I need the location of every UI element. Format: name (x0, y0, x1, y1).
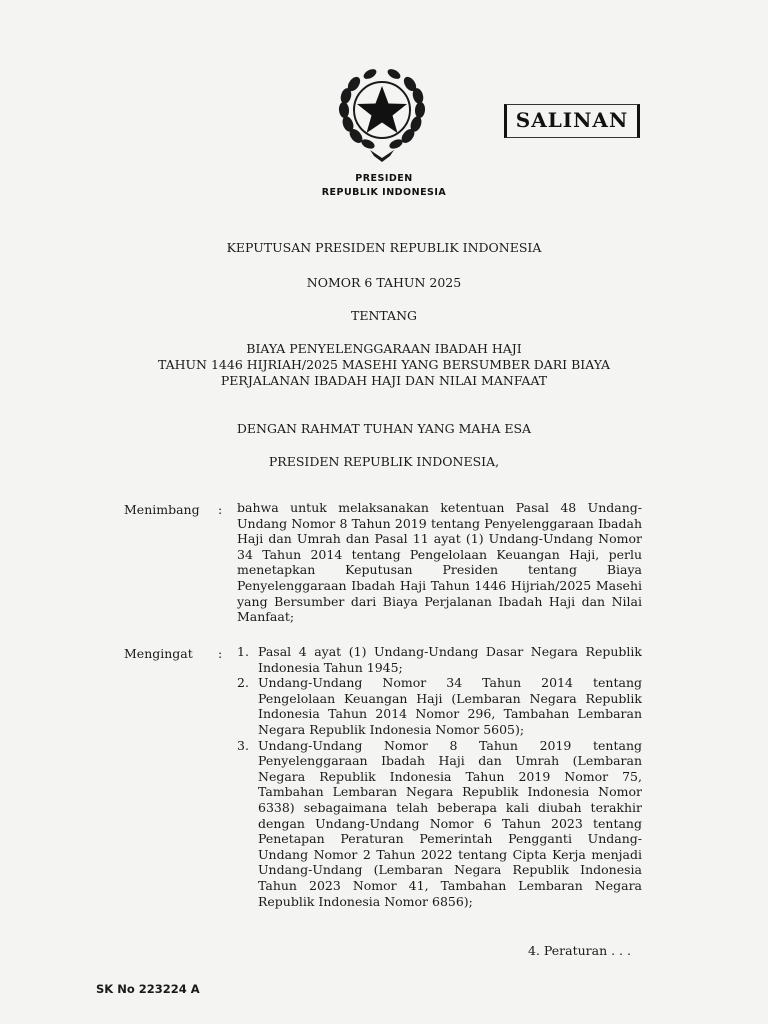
menimbang-paragraph: bahwa untuk melaksanakan ketentuan Pasal 48 Undang-Undang Nomor 8 Tahun 2019 tentang Penyelenggaraan Ibadah Haji dan Umrah dan Pasal 11 ayat (1) Undang-Undang Nomor 34 Tahun 2014 tentang Pengelolaan Keuangan Haji, perlu menetapkan Keputusan Presiden tentang Biaya Penyelenggaraan Ibadah Haji Tahun 1446 Hijriah/2025 Masehi yang Bersumber dari Biaya Perjalanan Ibadah Haji dan Nilai Manfaat; (237, 500, 642, 625)
letterhead (284, 172, 484, 200)
list-item (237, 675, 642, 737)
decree-subject-line-3: PERJALANAN IBADAH HAJI DAN NILAI MANFAAT (220, 373, 548, 388)
list-item (237, 738, 642, 910)
footer-serial-code: SK No 223224 A (96, 982, 200, 996)
menimbang-label: Menimbang (124, 502, 200, 517)
mengingat-list (237, 644, 642, 909)
decree-about: TENTANG (350, 308, 417, 323)
presidential-emblem-icon (334, 64, 430, 164)
mengingat-label: Mengingat (124, 646, 193, 661)
decree-subject-line-2: TAHUN 1446 HIJRIAH/2025 MASEHI YANG BERSUMBER DARI BIAYA (157, 357, 611, 372)
list-item-text: Pasal 4 ayat (1) Undang-Undang Dasar Negara Republik Indonesia Tahun 1945; (258, 644, 642, 675)
menimbang-colon: : (218, 502, 223, 517)
salinan-stamp: SALINAN (504, 104, 640, 138)
list-item-number: 3. (237, 737, 249, 753)
list-item-number: 1. (237, 644, 249, 659)
invocation: DENGAN RAHMAT TUHAN YANG MAHA ESA (236, 421, 532, 436)
letterhead-line-1: PRESIDEN (355, 173, 413, 184)
list-item-number: 2. (237, 675, 249, 691)
list-item-text: Undang-Undang Nomor 34 Tahun 2014 tentang Pengelolaan Keuangan Haji (Lembaran Negara Republik Indonesia Tahun 2014 Nomor 296, Tambahan Lembaran Negara Republik Indonesia Nomor 5605); (258, 675, 642, 737)
mengingat-colon: : (218, 646, 223, 661)
decree-title: KEPUTUSAN PRESIDEN REPUBLIK INDONESIA (226, 240, 542, 255)
menimbang-text (237, 500, 642, 625)
president-line: PRESIDEN REPUBLIK INDONESIA, (268, 454, 500, 469)
decree-subject-line-1: BIAYA PENYELENGGARAAN IBADAH HAJI (246, 341, 522, 356)
decree-number: NOMOR 6 TAHUN 2025 (306, 275, 462, 290)
list-item (237, 644, 642, 675)
list-item-text: Undang-Undang Nomor 8 Tahun 2019 tentang Penyelenggaraan Ibadah Haji dan Umrah (Lembaran Negara Republik Indonesia Tahun 2019 Nomor 75, Tambahan Lembaran Negara Republik Indonesia Nomor 6338) sebagaimana telah beberapa kali diubah terakhir dengan Undang-Undang Nomor 6 Tahun 2023 tentang Penetapan Peraturan Pemerintah Pengganti Undang-Undang Nomor 2 Tahun 2022 tentang Cipta Kerja menjadi Undang-Undang (Lembaran Negara Republik Indonesia Tahun 2023 Nomor 41, Tambahan Lembaran Negara Republik Indonesia Nomor 6856); (258, 737, 642, 909)
letterhead-line-2: REPUBLIK INDONESIA (321, 187, 447, 198)
page-continuation: 4. Peraturan . . . (528, 943, 631, 958)
